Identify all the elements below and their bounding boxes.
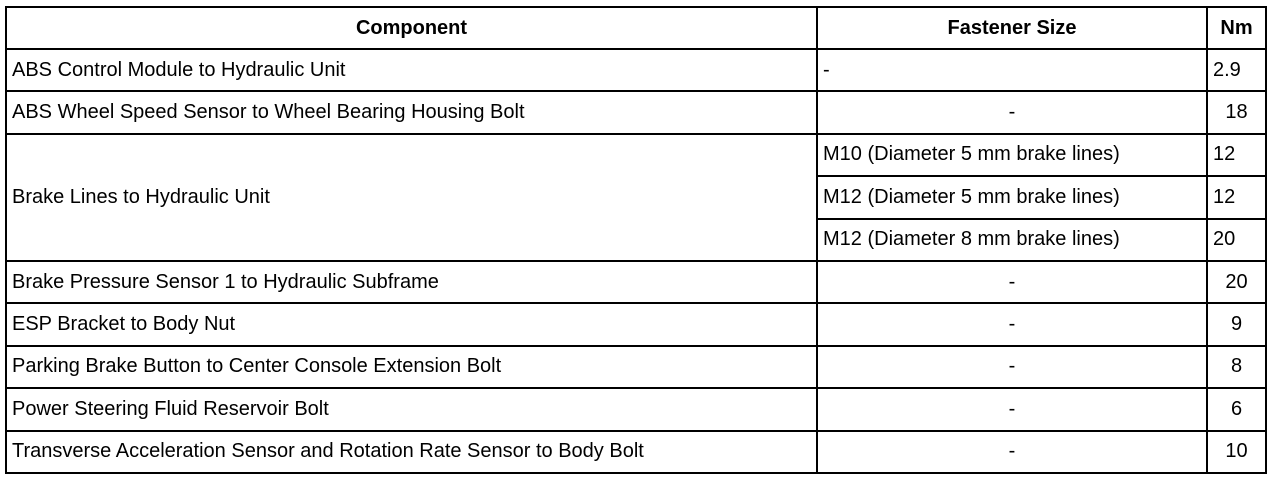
fastener-size-cell: -: [817, 431, 1207, 473]
fastener-size-cell: -: [817, 388, 1207, 430]
component-cell: Power Steering Fluid Reservoir Bolt: [6, 388, 817, 430]
fastener-size-cell: -: [817, 91, 1207, 133]
table-row: [6, 303, 1266, 345]
header-nm: Nm: [1207, 7, 1266, 49]
table-row: [6, 261, 1266, 303]
fastener-size-cell: -: [817, 49, 1207, 91]
nm-cell: 20: [1207, 219, 1266, 261]
nm-cell: 20: [1207, 261, 1266, 303]
nm-cell: 10: [1207, 431, 1266, 473]
component-cell: Parking Brake Button to Center Console Extension Bolt: [6, 346, 817, 388]
header-fastener-size: Fastener Size: [817, 7, 1207, 49]
component-cell: Brake Pressure Sensor 1 to Hydraulic Subframe: [6, 261, 817, 303]
table-row: [6, 431, 1266, 473]
nm-cell: 6: [1207, 388, 1266, 430]
fastener-size-cell: -: [817, 346, 1207, 388]
nm-cell: 18: [1207, 91, 1266, 133]
fastener-size-cell: M10 (Diameter 5 mm brake lines): [817, 134, 1207, 176]
table-row: [6, 134, 1266, 176]
table-row: [6, 49, 1266, 91]
nm-cell: 2.9: [1207, 49, 1266, 91]
table-row: [6, 346, 1266, 388]
component-cell: Brake Lines to Hydraulic Unit: [6, 134, 817, 261]
nm-cell: 12: [1207, 176, 1266, 218]
component-cell: Transverse Acceleration Sensor and Rotation Rate Sensor to Body Bolt: [6, 431, 817, 473]
component-cell: ABS Control Module to Hydraulic Unit: [6, 49, 817, 91]
table-row: [6, 91, 1266, 133]
fastener-size-cell: -: [817, 303, 1207, 345]
nm-cell: 9: [1207, 303, 1266, 345]
nm-cell: 12: [1207, 134, 1266, 176]
component-cell: ESP Bracket to Body Nut: [6, 303, 817, 345]
component-cell: ABS Wheel Speed Sensor to Wheel Bearing Housing Bolt: [6, 91, 817, 133]
header-row: [6, 7, 1266, 49]
torque-spec-table: [5, 6, 1267, 474]
nm-cell: 8: [1207, 346, 1266, 388]
fastener-size-cell: M12 (Diameter 8 mm brake lines): [817, 219, 1207, 261]
table-row: [6, 388, 1266, 430]
fastener-size-cell: -: [817, 261, 1207, 303]
header-component: Component: [6, 7, 817, 49]
fastener-size-cell: M12 (Diameter 5 mm brake lines): [817, 176, 1207, 218]
